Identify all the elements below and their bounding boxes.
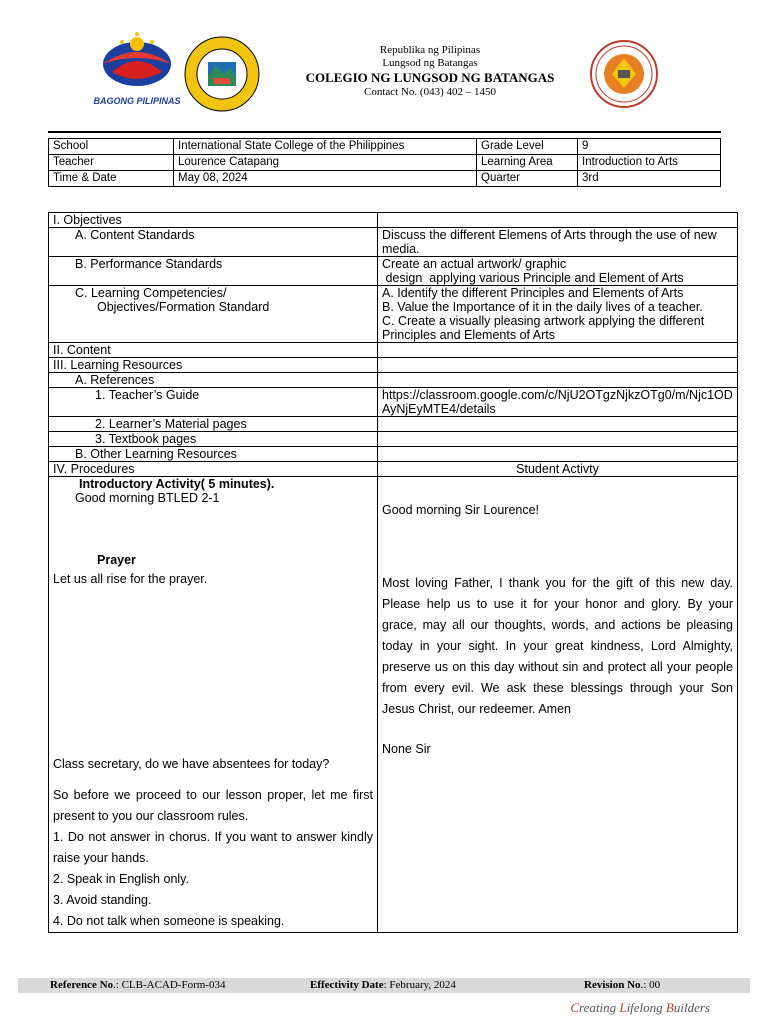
student-prayer: Most loving Father, I thank you for the gift of this new day. Please help us to use it for your honor and glory. By your grace, may all our thoughts, words, and actions be pleasing today in your sight. In your great kindness, Lord Almighty, preserve us on this day without sin and protect all your people from every evil. We ask these blessings through your Son Jesus Christ, our redeemer. Amen	[382, 576, 733, 716]
resources-heading: III. Learning Resources	[49, 358, 378, 373]
student-activity-cell	[378, 477, 738, 933]
info-label: School	[49, 139, 174, 155]
info-label: Grade Level	[477, 139, 578, 155]
performance-standards-text	[378, 257, 738, 286]
tagline: Creating Lifelong Builders	[570, 1000, 710, 1015]
performance-line: design applying various Principle and Element of Arts	[382, 271, 684, 285]
logo-left-text: BAGONG PILIPINAS	[93, 96, 181, 106]
header-line2: Lungsod ng Batangas	[382, 57, 478, 69]
effectivity-date: Effectivity Date: February, 2024	[310, 979, 456, 991]
competency-a: A. Identify the different Principles and Elements of Arts	[382, 286, 684, 300]
header-line1: Republika ng Pilipinas	[379, 44, 481, 56]
teacher-activity-cell	[49, 477, 378, 933]
info-row	[49, 155, 721, 171]
rule-3: 3. Avoid standing.	[53, 893, 152, 907]
absentees-question: Class secretary, do we have absentees for today?	[53, 757, 330, 771]
textbook-pages-label: 3. Textbook pages	[49, 432, 378, 447]
info-value: Lourence Catapang	[174, 155, 477, 171]
learners-material-label: 2. Learner’s Material pages	[49, 417, 378, 432]
info-value: May 08, 2024	[174, 171, 477, 187]
references-heading: A. References	[49, 373, 378, 388]
lc-label-line: C. Learning Competencies/	[75, 286, 227, 300]
competency-b: B. Value the Importance of it in the daily lives of a teacher.	[382, 300, 703, 314]
batangas-city-seal	[184, 36, 260, 112]
procedures-heading: IV. Procedures	[49, 462, 378, 477]
prayer-instruction: Let us all rise for the prayer.	[53, 572, 208, 586]
bagong-pilipinas-logo	[92, 30, 182, 108]
learning-competencies-label	[49, 286, 378, 343]
rule-2: 2. Speak in English only.	[53, 872, 189, 886]
content-standards-label: A. Content Standards	[49, 228, 378, 257]
college-name: COLEGIO NG LUNGSOD NG BATANGAS	[305, 70, 555, 85]
rule-4: 4. Do not talk when someone is speaking.	[53, 914, 285, 928]
form-footer	[18, 978, 750, 993]
revision-number: Revision No.: 00	[584, 979, 661, 991]
info-value: 9	[578, 139, 721, 155]
info-value: Introduction to Arts	[578, 155, 721, 171]
contact-number: Contact No. (043) 402 – 1450	[364, 86, 496, 98]
info-row	[49, 139, 721, 155]
student-absentee-answer: None Sir	[382, 742, 431, 756]
performance-standards-label: B. Performance Standards	[49, 257, 378, 286]
info-label: Time & Date	[49, 171, 174, 187]
teacher-greeting: Good morning BTLED 2-1	[75, 491, 220, 505]
info-row	[49, 171, 721, 187]
lc-label-line: Objectives/Formation Standard	[97, 300, 270, 314]
header-text	[280, 44, 580, 99]
other-resources-label: B. Other Learning Resources	[49, 447, 378, 462]
info-table	[48, 138, 721, 187]
teachers-guide-label: 1. Teacher’s Guide	[49, 388, 378, 417]
info-value: International State College of the Philippines	[174, 139, 477, 155]
performance-line: Create an actual artwork/ graphic	[382, 257, 567, 271]
prayer-title: Prayer	[97, 553, 136, 567]
teachers-guide-link[interactable]: https://classroom.google.com/c/NjU2OTgzNjkzOTg0/m/Njc1ODAyNjEyMTE4/details	[378, 388, 738, 417]
student-greeting: Good morning Sir Lourence!	[382, 503, 540, 517]
info-label: Quarter	[477, 171, 578, 187]
intro-activity-title: Introductory Activity( 5 minutes).	[79, 477, 275, 491]
colegio-seal	[590, 40, 658, 108]
learning-competencies-text	[378, 286, 738, 343]
rules-intro: So before we proceed to our lesson proper, let me first present to you our classroom rules.	[53, 788, 373, 823]
reference-number: Reference No.: CLB-ACAD-Form-034	[50, 979, 226, 991]
competency-c: C. Create a visually pleasing artwork applying the different Principles and Elements of Arts	[382, 314, 705, 342]
content-standards-text: Discuss the different Elemens of Arts through the use of new media.	[378, 228, 738, 257]
rule-1: 1. Do not answer in chorus. If you want to answer kindly raise your hands.	[53, 830, 373, 865]
lesson-plan-table	[48, 212, 738, 933]
info-label: Learning Area	[477, 155, 578, 171]
student-activity-heading: Student Activty	[378, 462, 738, 477]
header-divider	[48, 131, 721, 133]
info-value: 3rd	[578, 171, 721, 187]
content-heading: II. Content	[49, 343, 378, 358]
info-label: Teacher	[49, 155, 174, 171]
objectives-heading: I. Objectives	[49, 213, 378, 228]
